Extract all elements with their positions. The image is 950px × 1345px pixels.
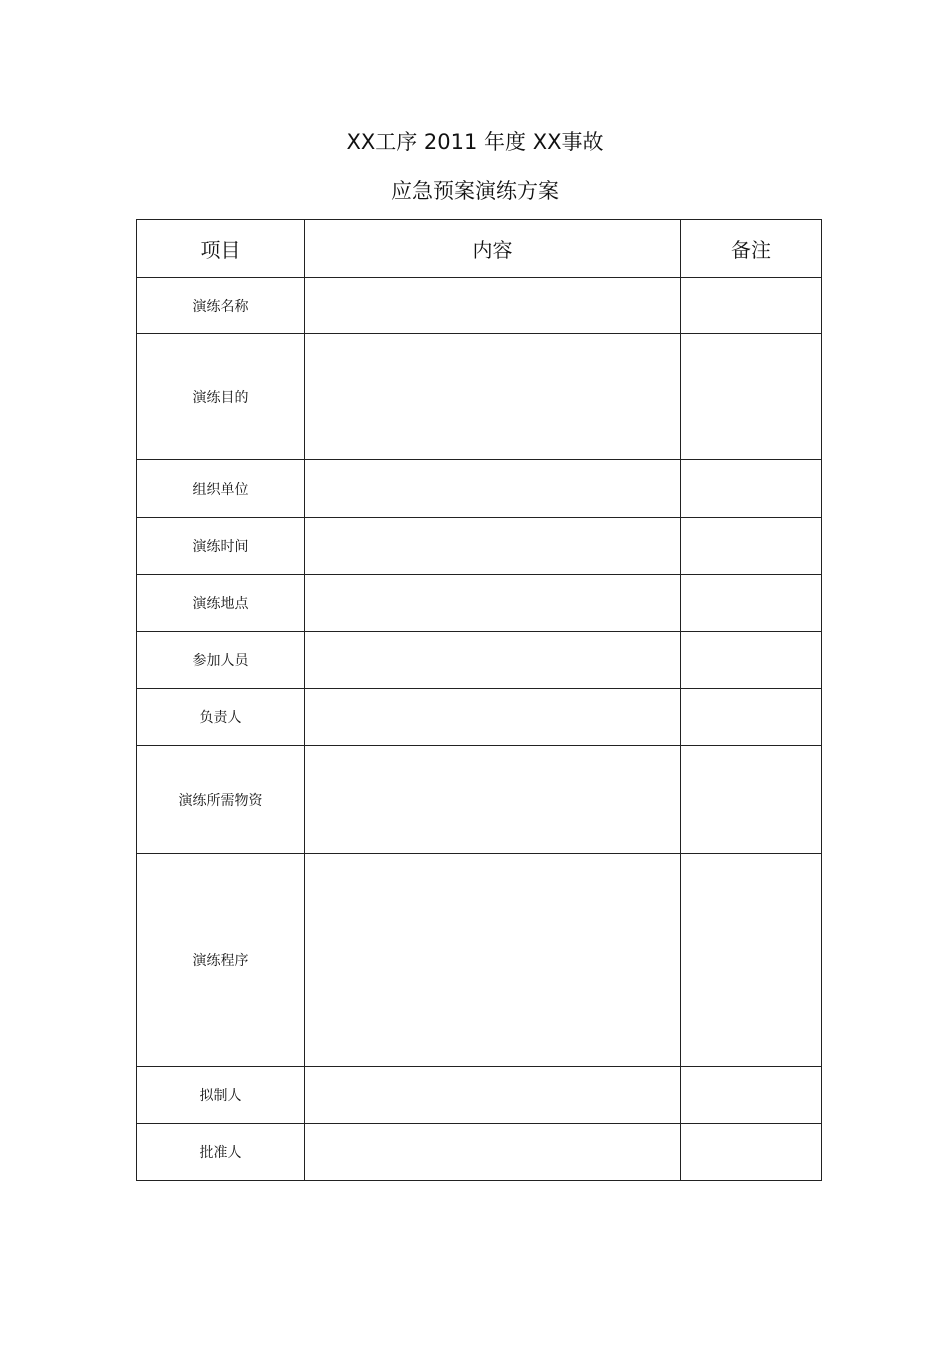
header-note: 备注 — [681, 220, 822, 278]
table-row — [137, 460, 822, 518]
table-row — [137, 746, 822, 854]
table-row — [137, 854, 822, 1067]
row-note-cell[interactable] — [681, 746, 822, 854]
row-label: 演练时间 — [137, 518, 305, 575]
row-label: 演练地点 — [137, 575, 305, 632]
row-label: 演练名称 — [137, 278, 305, 334]
row-content-cell[interactable] — [305, 1067, 681, 1124]
row-label: 演练程序 — [137, 854, 305, 1067]
row-content-cell[interactable] — [305, 1124, 681, 1181]
header-content: 内容 — [305, 220, 681, 278]
row-content-cell[interactable] — [305, 632, 681, 689]
document-subtitle: 应急预案演练方案 — [391, 179, 559, 203]
row-label: 负责人 — [137, 689, 305, 746]
row-note-cell[interactable] — [681, 278, 822, 334]
table-row — [137, 334, 822, 460]
row-note-cell[interactable] — [681, 1067, 822, 1124]
document-title: XX工序 2011 年度 XX事故 — [346, 130, 604, 154]
table-header-row — [137, 220, 822, 278]
row-label: 参加人员 — [137, 632, 305, 689]
row-label: 拟制人 — [137, 1067, 305, 1124]
row-label: 组织单位 — [137, 460, 305, 518]
row-note-cell[interactable] — [681, 334, 822, 460]
row-content-cell[interactable] — [305, 575, 681, 632]
row-note-cell[interactable] — [681, 854, 822, 1067]
table-row — [137, 632, 822, 689]
row-note-cell[interactable] — [681, 689, 822, 746]
table-row — [137, 1067, 822, 1124]
table-row — [137, 278, 822, 334]
row-content-cell[interactable] — [305, 746, 681, 854]
table-row — [137, 518, 822, 575]
row-note-cell[interactable] — [681, 1124, 822, 1181]
row-note-cell[interactable] — [681, 518, 822, 575]
row-content-cell[interactable] — [305, 278, 681, 334]
row-note-cell[interactable] — [681, 575, 822, 632]
row-content-cell[interactable] — [305, 518, 681, 575]
table-row — [137, 575, 822, 632]
header-item: 项目 — [137, 220, 305, 278]
row-label: 批准人 — [137, 1124, 305, 1181]
row-content-cell[interactable] — [305, 689, 681, 746]
row-content-cell[interactable] — [305, 854, 681, 1067]
row-note-cell[interactable] — [681, 460, 822, 518]
table-row — [137, 689, 822, 746]
table-row — [137, 1124, 822, 1181]
row-label: 演练目的 — [137, 334, 305, 460]
row-content-cell[interactable] — [305, 334, 681, 460]
row-label: 演练所需物资 — [137, 746, 305, 854]
drill-plan-table — [136, 219, 822, 1181]
row-content-cell[interactable] — [305, 460, 681, 518]
row-note-cell[interactable] — [681, 632, 822, 689]
